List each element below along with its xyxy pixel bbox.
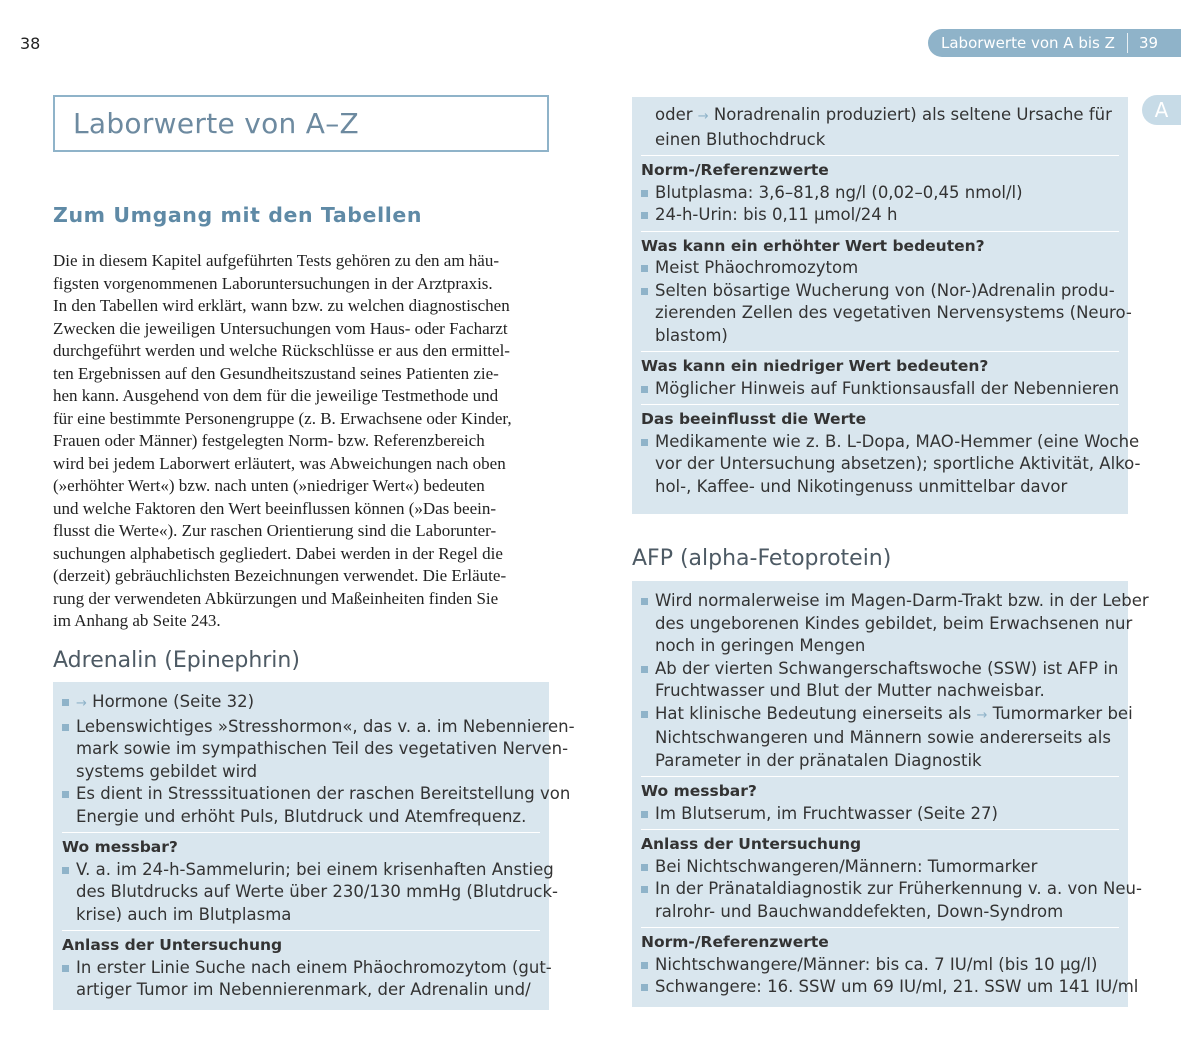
item-line: Fruchtwasser und Blut der Mutter nachweisbar. [655, 681, 1045, 700]
item-line-prefix: Hat klinische Bedeutung einerseits als [655, 703, 972, 723]
item-line: mark sowie im sympathischen Teil des vegetativen Nerven- [76, 739, 569, 758]
intro-line: und welche Faktoren den Wert beeinflussen können (»Das beein- [53, 498, 497, 518]
group-heading: Das beeinflusst die Werte [641, 410, 867, 428]
item-line: Schwangere: 16. SSW um 69 IU/ml, 21. SSW um 141 IU/ml [655, 977, 1139, 996]
item-line: Bei Nichtschwangeren/Männern: Tumormarker [655, 856, 1038, 876]
afp-anlass-group [641, 830, 1142, 928]
item-line: Meist Phäochromozytom [655, 258, 859, 277]
list-item [62, 957, 552, 980]
bullet [641, 386, 648, 393]
item-line: Es dient in Stresssituationen der raschen Bereitstellung von [76, 784, 571, 803]
item-line: Nichtschwangeren und Männern sowie andererseits als [655, 728, 1111, 747]
list-item [641, 878, 1142, 901]
item-line: hol-, Kaffee- und Nikotingenuss unmittelbar davor [655, 476, 1068, 496]
list-item [641, 204, 1119, 227]
item-line: Wird normalerweise im Magen-Darm-Trakt bzw. in der Leber [655, 591, 1149, 610]
cross-reference-link[interactable]: Noradrenalin produziert) als seltene Ursache für [713, 105, 1112, 124]
entry-title-afp: AFP (alpha-Fetoprotein) [632, 546, 892, 571]
thumb-index-letter: A [1154, 98, 1169, 122]
intro-line: Die in diesem Kapitel aufgeführten Tests gehören zu den am häu- [53, 251, 500, 270]
item-line: In erster Linie Suche nach einem Phäochromozytom (gut- [76, 957, 552, 977]
afp-wo-messbar-group [641, 777, 1119, 830]
intro-line: für eine bestimmte Personengruppe (z. B. Erwachsene oder Kinder, [53, 408, 512, 428]
intro-line: ten Ergebnissen auf den Gesundheitszustand seines Patienten zie- [53, 363, 499, 383]
cross-reference-link[interactable]: Hormone (Seite 32) [92, 692, 255, 711]
list-item [641, 280, 1119, 303]
infobox-afp [632, 581, 1149, 1007]
intro-line: wird bei jedem Laborwert erläutert, was Abweichungen nach oben [53, 453, 506, 473]
item-line-prefix: oder [655, 105, 693, 124]
bullet [641, 711, 648, 718]
item-line: vor der Untersuchung absetzen); sportliche Aktivität, Alko- [655, 454, 1141, 473]
item-line: Ab der vierten Schwangerschaftswoche (SSW) ist AFP in [655, 658, 1119, 678]
bullet [641, 190, 648, 197]
intro-line: im Anhang ab Seite 243. [53, 611, 221, 630]
cross-reference-link[interactable]: Tumormarker bei [992, 703, 1133, 723]
intro-line: In den Tabellen wird erklärt, wann bzw. zu welchen diagnostischen [53, 296, 510, 315]
item-line: krise) auch im Blutplasma [76, 904, 292, 924]
adrenalin-anlass-group [62, 931, 552, 1006]
bullet [641, 288, 648, 295]
item-line: zierenden Zellen des vegetativen Nervensystems (Neuro- [655, 303, 1132, 322]
list-item [641, 182, 1119, 205]
group-heading: Wo messbar? [62, 838, 178, 856]
bullet [641, 864, 648, 871]
bullet [641, 265, 648, 272]
group-heading: Norm-/Referenzwerte [641, 161, 829, 179]
afp-norm-group [641, 928, 1139, 1003]
adrenalin-cont-intro-group [641, 101, 1119, 156]
list-item [641, 257, 1119, 280]
item-line: Selten bösartige Wucherung von (Nor-)Adrenalin produ- [655, 280, 1115, 300]
item-line [641, 104, 1119, 129]
item-line: Im Blutserum, im Fruchtwasser (Seite 27) [655, 803, 998, 823]
bullet [641, 962, 648, 969]
intro-line: hen kann. Ausgehend von dem für die jeweilige Testmethode und [53, 386, 499, 405]
list-item [62, 859, 554, 882]
right-page-number: 39 [1139, 34, 1159, 52]
bullet [641, 212, 648, 219]
chapter-title: Laborwerte von A–Z [73, 107, 360, 140]
bullet [641, 886, 648, 893]
intro-line: Zwecken die jeweiligen Untersuchungen vom Haus- oder Facharzt [53, 318, 508, 338]
item-line: Möglicher Hinweis auf Funktionsausfall der Nebennieren [655, 378, 1120, 398]
intro-line: suchungen alphabetisch gegliedert. Dabei werden in der Regel die [53, 543, 503, 563]
item-line: einen Bluthochdruck [655, 129, 826, 149]
intro-line: (»erhöhter Wert«) bzw. nach unten (»niedriger Wert«) bedeuten [53, 476, 485, 495]
running-head-divider [1127, 33, 1128, 53]
item-line: noch in geringen Mengen [655, 636, 866, 655]
infobox-adrenalin-continued [632, 97, 1141, 514]
list-item [641, 378, 1119, 401]
intro-line: durchgeführt werden und welche Rückschlüsse er aus den ermittel- [53, 341, 510, 360]
item-line: des Blutdrucks auf Werte über 230/130 mmHg (Blutdruck- [76, 882, 558, 901]
section-heading: Zum Umgang mit den Tabellen [53, 203, 423, 227]
item-line: V. a. im 24-h-Sammelurin; bei einem krisenhaften Anstieg [76, 859, 554, 879]
arrow-icon: → [976, 707, 988, 723]
arrow-icon: → [76, 696, 87, 711]
thumb-index-tab [1142, 95, 1181, 125]
item-line: 24-h-Urin: bis 0,11 µmol/24 h [655, 205, 898, 224]
list-item [641, 658, 1119, 681]
left-page-number: 38 [20, 34, 41, 53]
intro-line: rung der verwendeten Abkürzungen und Maßeinheiten finden Sie [53, 588, 499, 608]
item-line: des ungeborenen Kindes gebildet, beim Erwachsenen nur [655, 613, 1133, 633]
adrenalin-niedrig-group [641, 352, 1119, 405]
item-line: In der Pränataldiagnostik zur Früherkennung v. a. von Neu- [655, 879, 1142, 898]
adrenalin-intro-group [62, 688, 575, 833]
afp-intro-group [641, 587, 1149, 777]
adrenalin-wo-messbar-group [62, 833, 558, 931]
adrenalin-beeinflusst-group [641, 405, 1141, 502]
item-line: blastom) [655, 325, 728, 345]
list-item [641, 590, 1149, 613]
arrow-icon: → [697, 109, 709, 124]
bullet [641, 811, 648, 818]
list-item [641, 976, 1139, 999]
item-line: Energie und erhöht Puls, Blutdruck und Atemfrequenz. [76, 806, 527, 826]
group-heading: Was kann ein niedriger Wert bedeuten? [641, 357, 989, 375]
bullet [62, 724, 69, 731]
item-line: systems gebildet wird [76, 761, 258, 781]
list-item [641, 954, 1119, 977]
list-item [641, 803, 1119, 826]
bullet [62, 791, 69, 798]
bullet [641, 439, 648, 446]
item-line: Nichtschwangere/Männer: bis ca. 7 IU/ml (bis 10 µg/l) [655, 954, 1098, 974]
group-heading: Norm-/Referenzwerte [641, 933, 829, 951]
list-item [641, 856, 1119, 879]
intro-line: (derzeit) gebräuchlichsten Bezeichnungen verwendet. Die Erläute- [53, 566, 507, 585]
item-line: ralrohr- und Bauchwanddefekten, Down-Syndrom [655, 901, 1064, 921]
item-line: Medikamente wie z. B. L-Dopa, MAO-Hemmer (eine Woche [655, 431, 1140, 451]
group-heading: Anlass der Untersuchung [62, 936, 283, 954]
bullet [62, 867, 69, 874]
bullet [641, 984, 648, 991]
list-item [62, 691, 540, 716]
adrenalin-erhoeht-group [641, 232, 1132, 353]
group-heading: Anlass der Untersuchung [641, 835, 862, 853]
intro-line: Frauen oder Männer) festgelegten Norm- bzw. Referenzbereich [53, 431, 485, 450]
bullet [62, 965, 69, 972]
bullet [641, 598, 648, 605]
entry-title-adrenalin: Adrenalin (Epinephrin) [53, 648, 300, 673]
intro-line: flusst die Werte«). Zur raschen Orientierung sind die Laborunter- [53, 521, 497, 540]
intro-paragraph [53, 250, 553, 633]
bullet [62, 699, 69, 706]
list-item [62, 716, 575, 739]
list-item [641, 703, 1133, 728]
item-line: artiger Tumor im Nebennierenmark, der Adrenalin und/ [76, 980, 531, 999]
bullet [641, 666, 648, 673]
running-head-title: Laborwerte von A bis Z [941, 34, 1115, 52]
group-heading: Wo messbar? [641, 782, 757, 800]
chapter-title-box [53, 95, 549, 152]
item-line: Blutplasma: 3,6–81,8 ng/l (0,02–0,45 nmol/l) [655, 182, 1023, 202]
item-line: Parameter in der pränatalen Diagnostik [655, 750, 982, 770]
adrenalin-norm-group [641, 156, 1119, 232]
list-item [62, 783, 571, 806]
item-line: Lebenswichtiges »Stresshormon«, das v. a. im Nebennieren- [76, 716, 575, 736]
group-heading: Was kann ein erhöhter Wert bedeuten? [641, 236, 985, 255]
infobox-adrenalin [53, 682, 575, 1010]
list-item [641, 431, 1140, 454]
intro-line: figsten vorgenommenen Laboruntersuchungen in der Arztpraxis. [53, 273, 493, 293]
running-head [928, 29, 1181, 57]
